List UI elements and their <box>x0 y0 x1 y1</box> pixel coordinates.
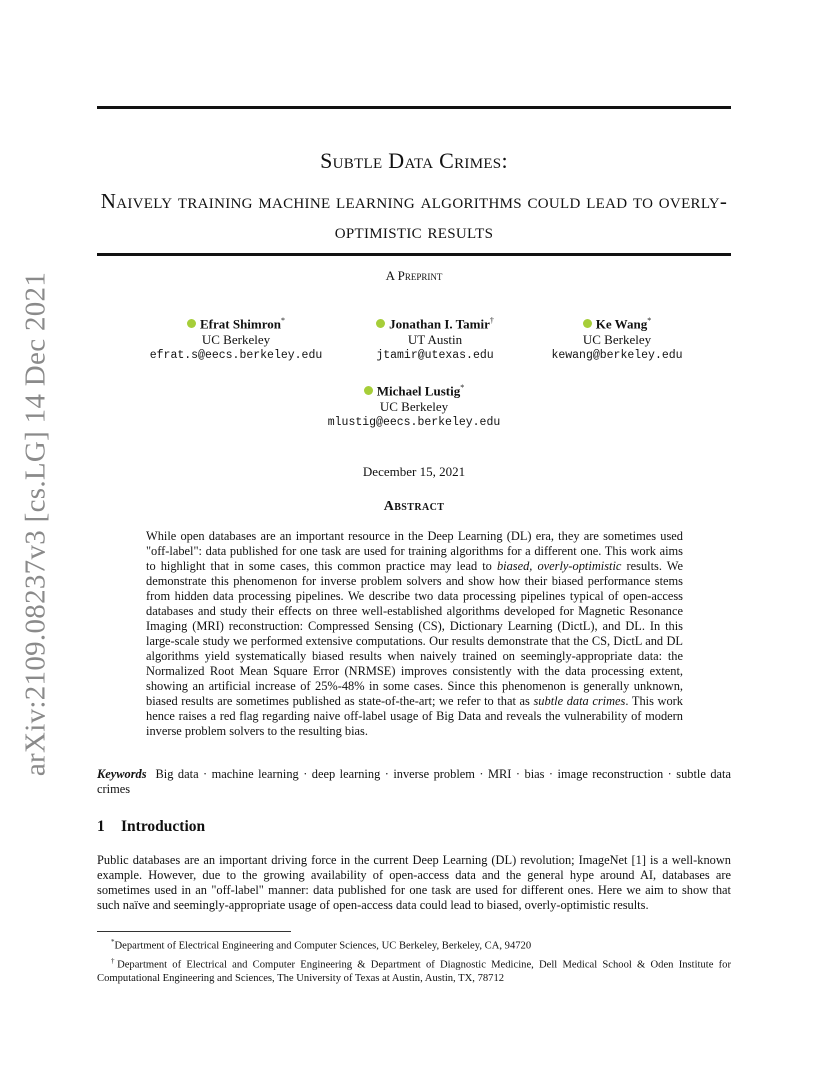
orcid-icon[interactable] <box>376 319 385 328</box>
title-line-1: Subtle Data Crimes: <box>320 148 508 173</box>
author-block-4 <box>314 380 514 431</box>
abstract-heading: Abstract <box>383 499 445 514</box>
author-name: Ke Wang <box>595 316 648 332</box>
keywords-paragraph <box>97 767 731 797</box>
arxiv-identifier-stamp: arXiv:2109.08237v3 [cs.LG] 14 Dec 2021 <box>19 271 52 777</box>
author-block-1 <box>136 313 336 364</box>
section-title: Introduction <box>121 818 206 835</box>
keywords-label: Keywords <box>97 767 147 781</box>
footnote-text: Department of Electrical Engineering and Computer Sciences, UC Berkeley, Berkeley, CA, 94720 <box>114 940 532 952</box>
author-affiliation: UC Berkeley <box>379 399 449 415</box>
author-block-2 <box>335 313 535 364</box>
orcid-icon[interactable] <box>583 319 592 328</box>
orcid-icon[interactable] <box>364 386 373 395</box>
author-affiliation: UC Berkeley <box>582 332 652 348</box>
abstract-body <box>146 529 683 739</box>
footnote-separator <box>97 931 291 932</box>
introduction-paragraph: Public databases are an important driving force in the current Deep Learning (DL) revolution; ImageNet [1] is a well-known example. However, due to the growing availability of open-access data and the general hype around AI, databases are sometimes used in an "off-label" manner: data published for one task are used for different ones. Here we aim to show that such naïve and seemingly-appropriate usage of open-access data could lead to biased, overly-optimistic results. <box>97 853 731 912</box>
author-email[interactable]: jtamir@utexas.edu <box>376 349 494 363</box>
paper-title <box>97 146 731 246</box>
author-mark: * <box>281 316 285 325</box>
author-block-3 <box>517 313 717 364</box>
abstract-text: . This work hence raises a red flag regarding naive off-label usage of Big Data and reveals the vulnerability of modern inverse problem solvers to the resulting bias. <box>146 694 683 738</box>
title-line-2: Naively training machine learning algorithms could lead to overly-optimistic results <box>100 189 728 243</box>
footnote-mark: † <box>111 956 118 965</box>
author-email[interactable]: efrat.s@eecs.berkeley.edu <box>149 349 323 363</box>
abstract-emphasis: biased, overly-optimistic <box>496 559 622 573</box>
author-email[interactable]: mlustig@eecs.berkeley.edu <box>327 416 501 430</box>
abstract-text: results. We demonstrate this phenomenon for inverse problem solvers and show how their biased performance stems from hidden data processing pipelines. We describe two data processing pipelines typical of open-access databases and study their effects on three well-established algorithms developed for Magnetic Resonance Imaging (MRI) reconstruction: Compressed Sensing (CS), Dictionary Learning (DictL), and DL. In this large-scale study we performed extensive computations. Our results demonstrate that the CS, DictL and DL algorithms yield systematically biased results when naively trained on seemingly-appropriate data: the Normalized Root Mean Square Error (NRMSE) improves consistently with the data processing extent, showing an artificial increase of 25%-48% in some cases. Since this phenomenon is generally unknown, biased results are sometimes published as state-of-the-art; we refer to that as <box>146 559 683 708</box>
author-email[interactable]: kewang@berkeley.edu <box>551 349 683 363</box>
orcid-icon[interactable] <box>187 319 196 328</box>
author-mark: * <box>647 316 652 325</box>
footnote-mark: * <box>111 938 115 946</box>
footnotes <box>97 935 731 986</box>
footnote-1 <box>97 935 731 954</box>
abstract-text: While open databases are an important resource in the Deep Learning (DL) era, they are sometimes used "off-label": data published for one task are used for training algorithms for a different one. This work aims to highlight that in some cases, this common practice may lead to <box>146 529 683 573</box>
footnote-text: Department of Electrical and Computer Engineering & Department of Diagnostic Medicine, Dell Medical School & Oden Institute for Computational Engineering and Sciences, The University of Texas at Austin, Austin, TX, 78712 <box>97 959 731 985</box>
title-bottom-rule <box>97 253 731 256</box>
title-top-rule <box>97 106 731 109</box>
author-name: Michael Lustig <box>376 383 461 399</box>
footnote-2 <box>97 954 731 987</box>
abstract-emphasis: subtle data crimes <box>533 694 626 708</box>
publication-date: December 15, 2021 <box>362 464 466 479</box>
section-number: 1 <box>97 818 105 835</box>
author-affiliation: UC Berkeley <box>201 332 271 348</box>
keywords-text: Big data · machine learning · deep learning · inverse problem · MRI · bias · image reconstruction · subtle data crimes <box>97 767 731 796</box>
author-name: Jonathan I. Tamir <box>389 316 490 332</box>
author-name: Efrat Shimron <box>199 316 281 332</box>
author-mark: * <box>460 383 465 392</box>
author-mark: † <box>489 316 494 325</box>
author-affiliation: UT Austin <box>407 332 463 348</box>
section-heading <box>97 818 205 836</box>
preprint-label: A Preprint <box>385 268 443 283</box>
